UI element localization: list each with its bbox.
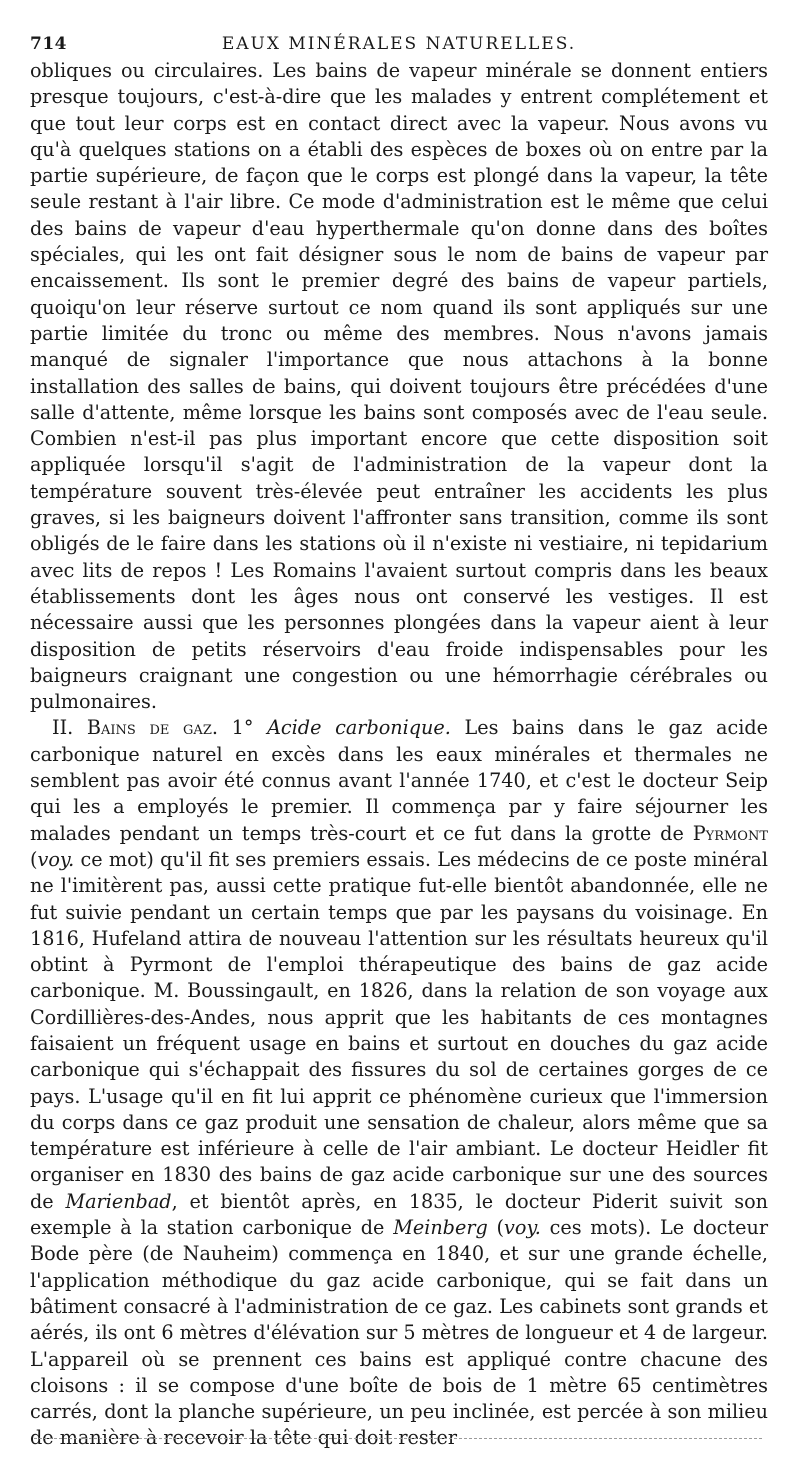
paragraph [30, 58, 768, 715]
text-run: ( [487, 1216, 505, 1240]
page-number: 714 [30, 34, 67, 54]
text-run: ces mots). Le docteur Bode père (de Nauheim) commença en 1840, et sur une grande échelle, l'application méthodique du gaz acide carbonique, qui se fait dans un bâtiment consacré à l'administration de ce gaz. Les cabinets sont grands et aérés, ils ont 6 mètres d'élévation sur 5 mètres de longueur et 4 de largeur. L'appareil où se prennent ces bains est appliqué contre chacune des cloisons : il se compose d'une boîte de bois de 1 mètre 65 centimètres carrés, dont la planche supérieure, un peu inclinée, est percée à son milieu de manière à recevoir la tête qui doit rester [30, 1216, 768, 1450]
italic-text: Marienbad [65, 1189, 172, 1213]
text-run: II. [52, 716, 87, 740]
text-run: 1° [217, 716, 268, 740]
text-run: Les bains dans le gaz acide carbonique naturel en excès dans les eaux minérales et thermales ne semblent pas avoir été connus avant l'année 1740, et c'est le docteur Seip qui les a employés le premier. Il commença par y faire séjourner les malades pendant un temps très-court et ce fut dans la grotte de [30, 716, 769, 845]
italic-text: voy. [37, 847, 75, 871]
running-head [30, 30, 768, 58]
italic-text: Acide carbonique. [267, 716, 451, 740]
text-run: obliques ou circulaires. Les bains de vapeur minérale se donnent entiers presque toujours, c'est-à-dire que les malades y entrent complétement et que tout leur corps est en contact direct avec la vapeur. Nous avons vu qu'à quelques stations on a établi des espèces de boxes où on entre par la partie supérieure, de façon que le corps est plongé dans la vapeur, la tête seule restant à l'air libre. Ce mode d'administration est le même que celui des bains de vapeur d'eau hyperthermale qu'on donne dans des boîtes spéciales, qui les ont fait désigner sous le nom de bains de vapeur par encaissement. Ils sont le premier degré des bains de vapeur partiels, quoiqu'on leur réserve surtout ce nom quand ils sont appliqués sur une partie limitée du tronc ou même des membres. Nous n'avons jamais manqué de signaler l'importance que nous attachons à la bonne installation des salles de bains, qui doivent toujours être précédées d'une salle d'attente, même lorsque les bains sont composés avec de l'eau seule. Combien n'est-il pas plus important encore que cette disposition soit appliquée lorsqu'il s'agit de l'administration de la vapeur dont la température souvent très-élevée peut entraîner les accidents les plus graves, si les baigneurs doivent l'affronter sans transition, comme ils sont obligés de le faire dans les stations où il n'existe ni vestiaire, ni tepidarium avec lits de repos ! Les Romains l'avaient surtout compris dans les beaux établissements dont les âges nous ont conservé les vestiges. Il est nécessaire aussi que les personnes plongées dans la vapeur aient à leur disposition de petits réservoirs d'eau froide indispensables pour les baigneurs craignant une congestion ou une hémorrhagie cérébrales ou pulmonaires. [30, 59, 768, 714]
italic-text: Meinberg [393, 1216, 488, 1240]
smallcaps-text: Bains de gaz. [86, 716, 218, 740]
text-run: ( [30, 847, 38, 871]
smallcaps-text: Pyrmont [692, 821, 768, 845]
italic-text: voy. [504, 1216, 541, 1240]
body-text [30, 58, 768, 1452]
text-run: , et bientôt après, en 1835, le docteur Piderit suivit son exemple à la station carbonique de [30, 1189, 768, 1240]
book-page [30, 30, 768, 1452]
running-title: EAUX MINÉRALES NATURELLES. [221, 34, 577, 54]
text-run: ce mot) qu'il fit ses premiers essais. Les médecins de ce poste minéral ne l'imitèrent pas, aussi cette pratique fut-elle bientôt abandonnée, elle ne fut suivie pendant un certain temps que par les paysans du voisinage. En 1816, Hufeland attira de nouveau l'attention sur les résultats heureux qu'il obtint à Pyrmont de l'emploi thérapeutique des bains de gaz acide carbonique. M. Boussingault, en 1826, dans la relation de son voyage aux Cordillières-des-Andes, nous apprit que les habitants de ces montagnes faisaient un fréquent usage en bains et surtout en douches du gaz acide carbonique qui s'échappait des fissures du sol de certaines gorges de ce pays. L'usage qu'il en fit lui apprit ce phénomène curieux que l'immersion du corps dans ce gaz produit une sensation de chaleur, alors même que sa température est inférieure à celle de l'air ambiant. Le docteur Heidler fit organiser en 1830 des bains de gaz acide carbonique sur une des sources de [30, 847, 768, 1213]
paragraph [30, 715, 768, 1451]
footer-dashed-rule [34, 1438, 762, 1439]
